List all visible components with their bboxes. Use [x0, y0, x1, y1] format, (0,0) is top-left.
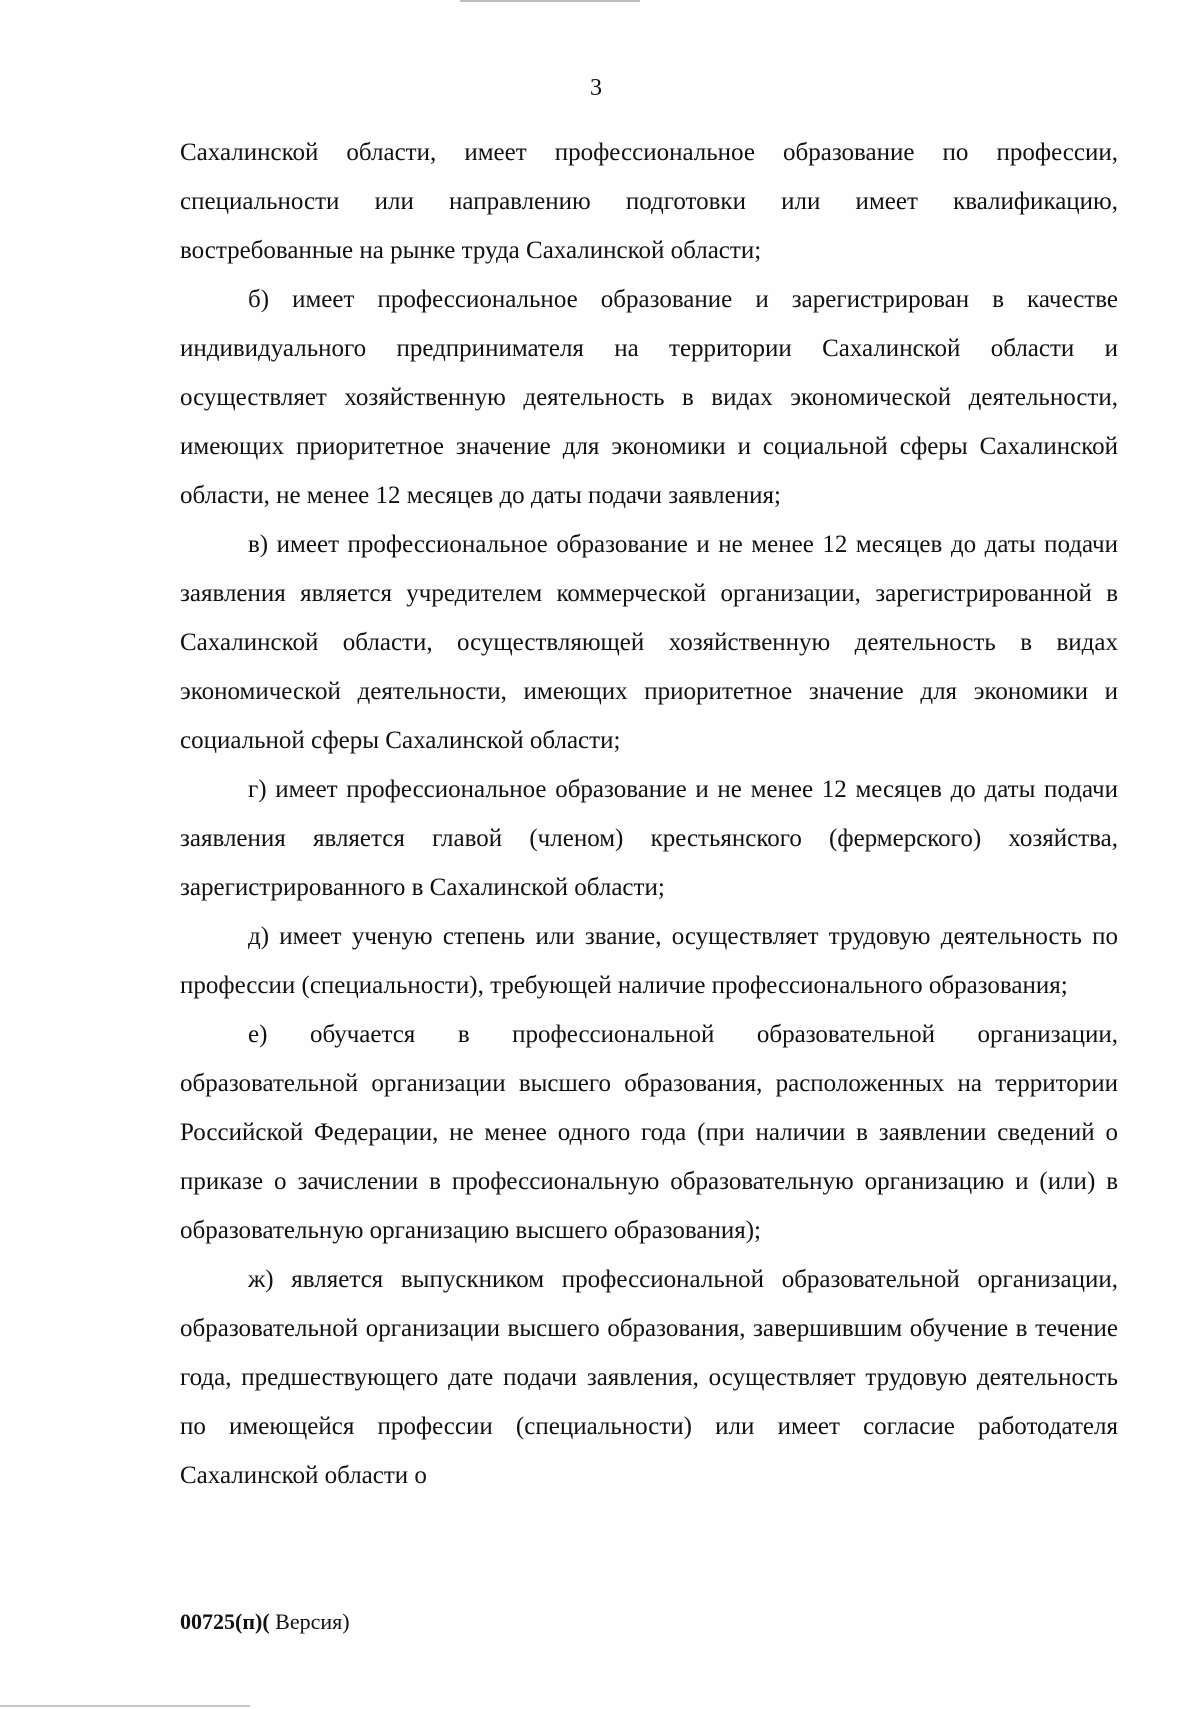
paragraph-g: г) имеет профессиональное образование и не менее 12 месяцев до даты подачи заявления является главой (членом) крестьянского (фермерского) хозяйства, зарегистрированного в Сахалинской области;: [180, 776, 1118, 901]
document-body: [180, 128, 1118, 1500]
document-version: Версия): [269, 1609, 350, 1634]
page-number-text: 3: [590, 75, 602, 101]
page-number: [0, 74, 1200, 102]
document-footer: [180, 1608, 350, 1636]
scan-edge-top: [460, 0, 640, 2]
paragraph-continuation: Сахалинской области, имеет профессиональное образование по профессии, специальности или направлению подготовки или имеет квалификацию, востребованные на рынке труда Сахалинской области;: [180, 139, 1118, 264]
paragraph-v: в) имеет профессиональное образование и не менее 12 месяцев до даты подачи заявления является учредителем коммерческой организации, зарегистрированной в Сахалинской области, осуществляющей хозяйственную деятельность в видах экономической деятельности, имеющих приоритетное значение для экономики и социальной сферы Сахалинской области;: [180, 531, 1118, 754]
paragraph-e: е) обучается в профессиональной образовательной организации, образовательной организации высшего образования, расположенных на территории Российской Федерации, не менее одного года (при наличии в заявлении сведений о приказе о зачислении в профессиональную образовательную организацию и (или) в образовательную организацию высшего образования);: [180, 1021, 1118, 1244]
paragraph-zh: ж) является выпускником профессиональной образовательной организации, образовательной организации высшего образования, завершившим обучение в течение года, предшествующего дате подачи заявления, осуществляет трудовую деятельность по имеющейся профессии (специальности) или имеет согласие работодателя Сахалинской области о: [180, 1266, 1118, 1489]
paragraph-d: д) имеет ученую степень или звание, осуществляет трудовую деятельность по профессии (специальности), требующей наличие профессионального образования;: [180, 923, 1118, 999]
paragraph-b: б) имеет профессиональное образование и зарегистрирован в качестве индивидуального предпринимателя на территории Сахалинской области и осуществляет хозяйственную деятельность в видах экономической деятельности, имеющих приоритетное значение для экономики и социальной сферы Сахалинской области, не менее 12 месяцев до даты подачи заявления;: [180, 286, 1118, 509]
scan-edge-bottom: [0, 1705, 250, 1707]
document-code: 00725(п)(: [180, 1609, 270, 1634]
